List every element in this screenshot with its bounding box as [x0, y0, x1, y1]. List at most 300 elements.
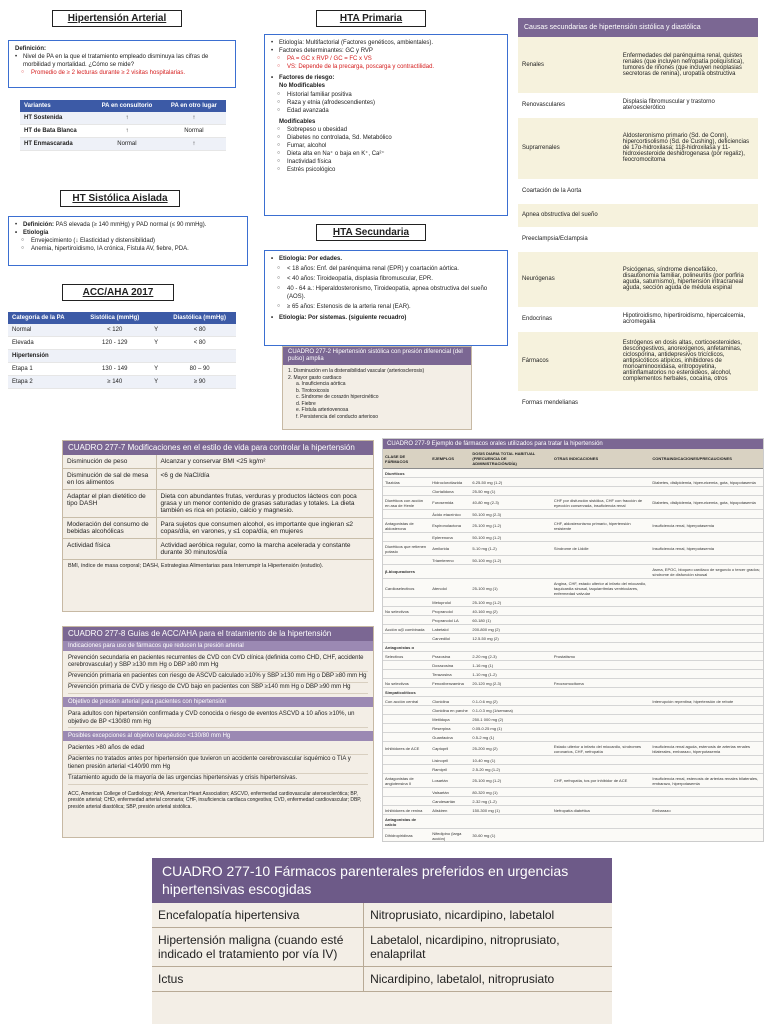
cuadro-277-9-cell: 10-40 mg (1) — [470, 756, 551, 765]
acc-cell: 130 - 149 — [81, 363, 149, 376]
cuadro-277-9-cell: 2-32 mg (1-2) — [470, 797, 551, 806]
cuadro-277-9-row — [383, 496, 763, 510]
cuadro-277-9-cell — [552, 565, 650, 579]
cuadro-277-2-item: 1. Disminución en la distensibilidad vascular (arteriosclerosis) — [288, 368, 425, 375]
primaria-mod-item: ○ Dieta alta en Na⁺ o baja en K⁺, Ca²⁺ — [271, 150, 501, 158]
cuadro-277-2-item: e. Fístula arteriovenosa — [296, 407, 349, 414]
cuadro-277-9-cell: Terazosina — [430, 670, 470, 679]
secundaria-etio2: • Etiología: Por sistemas. (siguiente recuadro) — [271, 314, 501, 322]
cuadro-277-7-row — [63, 455, 373, 469]
cuadro-277-9-row — [383, 533, 763, 542]
cuadro-277-9-cell — [383, 510, 430, 519]
causas-detail — [619, 227, 758, 251]
cuadro-277-9-cell: Diabetes, dislipidemia, hiperuricemia, gota, hipopotasemia — [650, 496, 763, 510]
cuadro-277-10-condition: Hipertensión maligna (cuando esté indicado el tratamiento por vía IV) — [152, 928, 364, 967]
cuadro-277-9-header-cell: OTRAS INDICACIONES — [552, 449, 650, 469]
cuadro-277-9-cell — [470, 688, 551, 697]
cuadro-277-9-cell: 80-320 mg (1) — [470, 788, 551, 797]
cuadro-277-9-row — [383, 478, 763, 487]
cuadro-277-9-cell: Antagonistas de angiotensina II — [383, 774, 430, 788]
cuadro-277-9-cell: Insuficiencia renal aguda, estenosis de arterias renales bilaterales, embarazo, hiperpotasemia — [650, 742, 763, 756]
cuadro-277-9-cell — [552, 815, 650, 829]
cuadro-277-9-cell — [383, 556, 430, 565]
cuadro-277-9-cell — [470, 565, 551, 579]
hta-def-label: Definición: — [15, 46, 46, 52]
cuadro-277-9-row — [383, 487, 763, 496]
cuadro-277-9-cell: Hidroclorotiazida — [430, 478, 470, 487]
primaria-vs-formula: ○ VS: Depende de la precarga, poscarga y contractilidad. — [271, 63, 501, 71]
cuadro-277-9-cell: Antagonistas de aldosterona — [383, 519, 430, 533]
cuadro-277-9-cell: Insuficiencia renal, hiperpotasemia — [650, 519, 763, 533]
cuadro-277-9-cell — [383, 598, 430, 607]
cuadro-277-9-cell: 25-200 mg (2) — [470, 742, 551, 756]
cuadro-277-2-item: 2. Mayor gasto cardiaco — [288, 374, 342, 381]
acc-cell: Y — [149, 376, 163, 389]
cuadro-277-9-cell: Diuréticos — [383, 469, 430, 478]
cuadro-277-8-item: Pacientes no tratados antes por hipertensión que tuvieron un accidente cerebrovascular isquémico o TIA y tienen presión arterial <140/90 mm Hg — [68, 755, 368, 774]
cuadro-277-9-cell — [552, 697, 650, 706]
cuadro-277-9-cell — [650, 579, 763, 598]
causas-row — [518, 307, 758, 331]
cuadro-277-9-cell — [650, 688, 763, 697]
cuadro-277-8-item: Prevención primaria de CVD y riesgo de CVD bajo en pacientes con SBP ≥140 mm Hg o DBP ≥90 mm Hg — [68, 683, 368, 694]
cuadro-277-9-cell — [430, 688, 470, 697]
cuadro-277-9-cell — [383, 670, 430, 679]
variants-cell: Normal — [92, 138, 162, 151]
causas-detail: Aldosteronismo primario (Sd. de Conn), hipercortisolismo (Sd. de Cushing), deficiencias de 17α-hidroxilasa; 11β-hidroxilasa y 11-hidroxiesteroide deshidrogenasa (por regaliz), feocromocitoma — [619, 117, 758, 179]
cuadro-277-9-cell — [552, 724, 650, 733]
cuadro-277-9-cell: 25-50 mg (1) — [470, 487, 551, 496]
cuadro-277-9-cell: Clonidina en parche — [430, 706, 470, 715]
cuadro-277-9-row — [383, 565, 763, 579]
cuadro-277-9-cell — [552, 556, 650, 565]
cuadro-277-9-header-cell: DOSIS DIARIA TOTAL HABITUAL (FRECUENCIA DE ADMINISTRACIÓN/DÍA) — [470, 449, 551, 469]
cuadro-277-7-recommendation: Alcanzar y conservar BMI <25 kg/m² — [156, 455, 373, 469]
cuadro-277-7-row — [63, 489, 373, 517]
cuadro-277-9-row — [383, 556, 763, 565]
hta-title: Hipertensión Arterial — [52, 10, 182, 27]
cuadro-277-9-row — [383, 634, 763, 643]
cuadro-277-9-cell: Valsartán — [430, 788, 470, 797]
acc-cell: Normal — [8, 324, 81, 337]
cuadro-277-9-cell — [383, 706, 430, 715]
cuadro-277-9-cell: Guanfacina — [430, 733, 470, 742]
cuadro-277-10-row — [152, 928, 612, 967]
cuadro-277-9-cell — [650, 756, 763, 765]
variants-cell: HT de Bata Blanca — [20, 125, 92, 138]
cuadro-277-9-cell — [552, 625, 650, 634]
primaria-riesgo-label: • Factores de riesgo: — [271, 74, 501, 82]
cuadro-277-9-cell: Clortalidona — [430, 487, 470, 496]
hsa-etio-item: ○ Anemia, hipertiroidismo, IA crónica, Fístula AV, fiebre, PDA. — [15, 245, 241, 253]
variants-cell: Normal — [162, 125, 226, 138]
cuadro-277-9-cell: Propranolol LA — [430, 616, 470, 625]
acc-cell: ≥ 140 — [81, 376, 149, 389]
cuadro-277-9-cell: Furosemida — [430, 496, 470, 510]
cuadro-277-9-cell: 200-800 mg (2) — [470, 625, 551, 634]
secundaria-item: ○ 40 - 64 a.: Hiperaldosteronismo, Tiroideopatía, apnea obstructiva del sueño (AOS). — [271, 285, 501, 301]
cuadro-277-9-cell — [470, 815, 551, 829]
cuadro-277-9-cell — [430, 815, 470, 829]
cuadro-277-9-cell — [383, 661, 430, 670]
cuadro-277-9-cell: 1-10 mg (1-2) — [470, 670, 551, 679]
cuadro-277-7-recommendation: <6 g de NaCl/día — [156, 468, 373, 489]
cuadro-277-9-cell — [383, 733, 430, 742]
cuadro-277-9-cell — [650, 733, 763, 742]
causas-category: Suprarrenales — [518, 117, 619, 179]
cuadro-277-9-cell: Ácido etacrínico — [430, 510, 470, 519]
cuadro-277-9-row — [383, 652, 763, 661]
primaria-mod-item: ○ Sobrepeso u obesidad — [271, 126, 501, 134]
acc-cell — [149, 350, 163, 363]
cuadro-277-9-row — [383, 643, 763, 652]
cuadro-277-9-row — [383, 806, 763, 815]
acc-cell: Y — [149, 337, 163, 350]
primaria-determinantes: • Factores determinantes: GC y RVP — [271, 47, 501, 55]
secundaria-item: ○ < 40 años: Tiroideopatía, displasia fibromuscular, EPR. — [271, 275, 501, 283]
acc-row — [8, 376, 236, 389]
cuadro-277-7-recommendation: Dieta con abundantes frutas, verduras y productos lácteos con poca grasa y un menor contenido de grasas saturadas y totales. La dieta también es rica en potasio, calcio y magnesio. — [156, 489, 373, 517]
cuadro-277-9-row — [383, 742, 763, 756]
cuadro-277-9-cell — [430, 565, 470, 579]
primaria-pa-formula: ○ PA = GC x RVP / GC = FC x VS — [271, 55, 501, 63]
cuadro-277-9-cell: Diuréticos con acción en asa de Henle — [383, 496, 430, 510]
cuadro-277-9-cell — [650, 598, 763, 607]
acc-row — [8, 350, 236, 363]
cuadro-277-10-drugs: Labetalol, nicardipino, nitroprusiato, enalaprilat — [364, 928, 612, 967]
cuadro-277-9-cell: 2-20 mg (2-3) — [470, 652, 551, 661]
cuadro-277-9-cell — [552, 797, 650, 806]
secundaria-title: HTA Secundaria — [316, 224, 426, 241]
cuadro-277-9-row — [383, 607, 763, 616]
hta-variants-table — [20, 100, 226, 151]
cuadro-277-9-cell: Antagonistas α — [383, 643, 430, 652]
cuadro-277-9-cell: 20-120 mg (2-3) — [470, 679, 551, 688]
causas-row — [518, 93, 758, 117]
cuadro-277-8-item: Prevención secundaria en pacientes recurrentes de CVD con CVD clínica (definida como CHD, CHF, accidente cerebrovascular) y SBP ≥130 mm Hg o DBP ≥80 mm Hg — [68, 654, 368, 673]
cuadro-277-9-title: CUADRO 277-9 Ejemplo de fármacos orales utilizados para tratar la hipertensión — [383, 439, 763, 449]
cuadro-277-9-cell: 30-60 mg (1) — [470, 829, 551, 843]
cuadro-277-7-row — [63, 517, 373, 538]
cuadro-277-9-cell — [383, 724, 430, 733]
cuadro-277-9-cell — [383, 797, 430, 806]
cuadro-277-7-measure: Disminución de peso — [63, 455, 156, 469]
cuadro-277-9-cell: 25-100 mg (1-2) — [470, 519, 551, 533]
cuadro-277-10-condition: Encefalopatía hipertensiva — [152, 903, 364, 928]
cuadro-277-2 — [282, 346, 472, 430]
cuadro-277-9-row — [383, 697, 763, 706]
cuadro-277-9-cell: 25-100 mg (1-2) — [470, 598, 551, 607]
variants-cell: ↑ — [162, 138, 226, 151]
cuadro-277-10-row — [152, 903, 612, 928]
causas-detail: Hipotiroidismo, hipertiroidismo, hipercalcemia, acromegalia — [619, 307, 758, 331]
cuadro-277-7-row — [63, 538, 373, 559]
cuadro-277-9-cell: Captopril — [430, 742, 470, 756]
cuadro-277-9-row — [383, 598, 763, 607]
cuadro-277-9-cell: 150-300 mg (1) — [470, 806, 551, 815]
cuadro-277-9-cell — [650, 652, 763, 661]
causas-title: Causas secundarias de hipertensión sistólica y diastólica — [518, 18, 758, 37]
hsa-box — [8, 216, 248, 266]
cuadro-277-9-cell — [650, 706, 763, 715]
cuadro-277-9-cell — [552, 706, 650, 715]
cuadro-277-9-row — [383, 724, 763, 733]
cuadro-277-9-cell — [650, 643, 763, 652]
cuadro-277-9-cell: 12.5-50 mg (2) — [470, 634, 551, 643]
cuadro-277-9-cell — [383, 756, 430, 765]
cuadro-277-9-row — [383, 542, 763, 556]
acc-cell: Etapa 2 — [8, 376, 81, 389]
primaria-box — [264, 34, 508, 216]
cuadro-277-9-cell: Clonidina — [430, 697, 470, 706]
cuadro-277-9-cell: Labetalol — [430, 625, 470, 634]
causas-category: Coartación de la Aorta — [518, 179, 619, 203]
cuadro-277-9-cell: 40-80 mg (2-3) — [470, 496, 551, 510]
cuadro-277-9-row — [383, 815, 763, 829]
causas-category: Neurógenas — [518, 251, 619, 307]
acc-cell: < 80 — [163, 337, 236, 350]
acc-cell — [163, 350, 236, 363]
cuadro-277-9-cell: 0.5-2 mg (1) — [470, 733, 551, 742]
acc-header-cell — [149, 312, 163, 324]
cuadro-277-9-row — [383, 661, 763, 670]
cuadro-277-9-row — [383, 765, 763, 774]
cuadro-277-8-item: Prevención primaria en pacientes con riesgo de ASCVD calculado ≥10% y SBP ≥130 mm Hg o DBP ≥80 mm Hg — [68, 672, 368, 683]
cuadro-277-9-cell: Reserpina — [430, 724, 470, 733]
cuadro-277-9-cell — [650, 797, 763, 806]
cuadro-277-9-row — [383, 774, 763, 788]
cuadro-277-9-cell: Selectivos — [383, 652, 430, 661]
cuadro-277-9-cell: No selectivos — [383, 607, 430, 616]
cuadro-277-9-cell: Dihidropiridinas — [383, 829, 430, 843]
cuadro-277-9-cell: Atenolol — [430, 579, 470, 598]
causas-category: Endocrinas — [518, 307, 619, 331]
hta-def-sub: ○ Promedio de ≥ 2 lecturas durante ≥ 2 visitas hospitalarias. — [15, 69, 229, 77]
cuadro-277-9-cell — [552, 634, 650, 643]
cuadro-277-9-cell: Losartán — [430, 774, 470, 788]
primaria-mod-label: Modificables — [279, 118, 316, 125]
cuadro-277-9-cell — [650, 607, 763, 616]
cuadro-277-9-cell: Diabetes, dislipidemia, hiperuricemia, gota, hipopotasemia — [650, 478, 763, 487]
cuadro-277-9-cell — [430, 469, 470, 478]
cuadro-277-9-row — [383, 797, 763, 806]
causas-row — [518, 227, 758, 251]
cuadro-277-9-cell — [552, 487, 650, 496]
cuadro-277-7-title: CUADRO 277-7 Modificaciones en el estilo de vida para controlar la hipertensión — [63, 441, 373, 455]
cuadro-277-7 — [62, 440, 374, 612]
causas-row — [518, 37, 758, 93]
acc-row — [8, 324, 236, 337]
cuadro-277-9-cell: Nifedipino (larga acción) — [430, 829, 470, 843]
cuadro-277-9-cell: Feocromocitoma — [552, 679, 650, 688]
cuadro-277-10 — [152, 858, 612, 1024]
cuadro-277-9-cell: Síndrome de Liddle — [552, 542, 650, 556]
cuadro-277-9-cell — [383, 765, 430, 774]
cuadro-277-9-cell — [430, 643, 470, 652]
primaria-etiologia: • Etiología: Multifactorial (Factores genéticos, ambientales). — [271, 39, 501, 47]
secundaria-item: ○ < 18 años: Enf. del parénquima renal (EPR) y coartación aórtica. — [271, 265, 501, 273]
variants-row — [20, 112, 226, 125]
cuadro-277-9-row — [383, 688, 763, 697]
secundaria-box — [264, 250, 508, 346]
acc-table — [8, 312, 236, 389]
cuadro-277-7-recommendation: Actividad aeróbica regular, como la marcha acelerada y constante durante 30 minutos/día — [156, 538, 373, 559]
cuadro-277-9-cell: 50-100 mg (1-2) — [470, 556, 551, 565]
cuadro-277-9-row — [383, 829, 763, 843]
cuadro-277-9-cell: Triamtereno — [430, 556, 470, 565]
primaria-nomod-item: ○ Raza y etnia (afrodescendientes) — [271, 99, 501, 107]
hta-def-text: • Nivel de PA en la que el tratamiento empleado disminuya las cifras de morbilidad y mortalidad. ¿Cómo se mide? — [15, 53, 229, 69]
cuadro-277-9-cell: Asma, EPOC, bloqueo cardiaco de segundo o tercer grados; síndrome de disfunción sinusal — [650, 565, 763, 579]
cuadro-277-9-row — [383, 788, 763, 797]
cuadro-277-7-measure: Moderación del consumo de bebidas alcohólicas — [63, 517, 156, 538]
variants-cell: ↑ — [162, 112, 226, 125]
cuadro-277-9-cell: Espironolactona — [430, 519, 470, 533]
cuadro-277-9-cell — [552, 688, 650, 697]
acc-header-cell: Categoría de la PA — [8, 312, 81, 324]
secundaria-etio: • Etiología: Por edades. — [271, 255, 501, 263]
hsa-etio-item: ○ Envejecimiento (↓ Elasticidad y distensibilidad) — [15, 237, 241, 245]
acc-header-cell: Sistólica (mmHg) — [81, 312, 149, 324]
variants-cell: ↑ — [92, 125, 162, 138]
causas-row — [518, 251, 758, 307]
cuadro-277-9-cell: Metoprolol — [430, 598, 470, 607]
cuadro-277-9-cell: Inhibidores de ACE — [383, 742, 430, 756]
cuadro-277-9-cell — [470, 643, 551, 652]
acc-header-cell: Diastólica (mmHg) — [163, 312, 236, 324]
primaria-mod-item: ○ Inactividad física — [271, 158, 501, 166]
causas-detail: Displasia fibromuscular y trastorno ateroesclerótico — [619, 93, 758, 117]
cuadro-277-9-cell — [552, 788, 650, 797]
cuadro-277-9-cell: 60-180 (1) — [470, 616, 551, 625]
primaria-nomod-item: ○ Historial familiar positiva — [271, 91, 501, 99]
cuadro-277-8-item: Para adultos con hipertensión confirmada y CVD conocida o riesgo de eventos ASCVD a 10 años ≥10%, un objetivo de BP <130/80 mm Hg — [68, 710, 368, 729]
causas-panel — [518, 18, 758, 428]
causas-category: Preeclampsia/Eclampsia — [518, 227, 619, 251]
cuadro-277-8-item: Tratamiento agudo de la mayoría de las urgencias hipertensivas y crisis hipertensivas. — [68, 774, 368, 785]
cuadro-277-9-cell — [650, 487, 763, 496]
causas-detail — [619, 391, 758, 415]
cuadro-277-9-cell: Fenoxibenzamina — [430, 679, 470, 688]
cuadro-277-9-row — [383, 625, 763, 634]
cuadro-277-9-cell: Simpaticolíticos — [383, 688, 430, 697]
cuadro-277-9-cell — [552, 607, 650, 616]
causas-row — [518, 117, 758, 179]
secundaria-item: ○ ≥ 65 años: Estenosis de la arteria renal (EAR). — [271, 303, 501, 311]
cuadro-277-9-cell — [552, 661, 650, 670]
cuadro-277-9-cell: 50-100 mg (2-3) — [470, 510, 551, 519]
cuadro-277-9-cell — [650, 556, 763, 565]
cuadro-277-9-cell: Doxazosina — [430, 661, 470, 670]
causas-category: Renales — [518, 37, 619, 93]
acc-cell: Hipertensión — [8, 350, 81, 363]
cuadro-277-9-row — [383, 679, 763, 688]
causas-category: Formas mendelianas — [518, 391, 619, 415]
cuadro-277-8 — [62, 626, 374, 838]
cuadro-277-9-cell: Antagonistas de calcio — [383, 815, 430, 829]
causas-detail: Psicógenas, síndrome diencefálico, disautonomía familiar, polineuritis (por porfiria aguda, saturnismo), hipertensión intracraneal aguda, sección aguda de médula espinal — [619, 251, 758, 307]
cuadro-277-9-cell — [552, 643, 650, 652]
cuadro-277-9-cell — [650, 715, 763, 724]
cuadro-277-9-cell: 50-100 mg (1-2) — [470, 533, 551, 542]
causas-category: Fármacos — [518, 331, 619, 391]
cuadro-277-9-cell — [552, 598, 650, 607]
cuadro-277-9-cell: Carvedilol — [430, 634, 470, 643]
primaria-mod-item: ○ Diabetes no controlada, Sd. Metabólico — [271, 134, 501, 142]
causas-detail — [619, 203, 758, 227]
primaria-mod-item: ○ Estrés psicológico — [271, 166, 501, 174]
cuadro-277-9-row — [383, 616, 763, 625]
variants-cell: HT Enmascarada — [20, 138, 92, 151]
cuadro-277-9-cell: CHF, aldosteronismo primario, hipertensión resistente — [552, 519, 650, 533]
cuadro-277-2-item: f. Persistencia del conducto arterioso — [296, 413, 378, 420]
cuadro-277-9-cell — [470, 469, 551, 478]
acc-cell: Y — [149, 324, 163, 337]
cuadro-277-9-cell — [552, 829, 650, 843]
causas-row — [518, 391, 758, 415]
hsa-etio-label: • Etiología — [15, 229, 241, 237]
cuadro-277-9-cell — [552, 715, 650, 724]
acc-row — [8, 363, 236, 376]
cuadro-277-2-item: b. Tirotoxicosis — [296, 387, 330, 394]
acc-title: ACC/AHA 2017 — [62, 284, 174, 301]
primaria-nomod-item: ○ Edad avanzada — [271, 107, 501, 115]
cuadro-277-9-cell — [383, 533, 430, 542]
cuadro-277-9-cell — [650, 670, 763, 679]
cuadro-277-10-title: CUADRO 277-10 Fármacos parenterales preferidos en urgencias hipertensivas escogidas — [152, 858, 612, 903]
cuadro-277-9-cell: Diuréticos que retienen potasio — [383, 542, 430, 556]
cuadro-277-9-cell: Interrupción repentina; hipertensión de rebote — [650, 697, 763, 706]
primaria-nomod-label: No Modificables — [279, 83, 326, 90]
acc-cell: < 80 — [163, 324, 236, 337]
cuadro-277-2-item: a. Insuficiencia aórtica — [296, 381, 346, 388]
cuadro-277-10-condition: Ictus — [152, 967, 364, 992]
cuadro-277-9-cell: Angina, CHF, estado ulterior al infarto del miocardio, taquicardia sinusal, taquiarritmias ventriculares, enfermedad valvular — [552, 579, 650, 598]
cuadro-277-9-cell — [552, 765, 650, 774]
cuadro-277-9-cell — [552, 533, 650, 542]
cuadro-277-9-cell — [650, 829, 763, 843]
cuadro-277-9-cell: 5-10 mg (1-2) — [470, 542, 551, 556]
cuadro-277-9-cell — [383, 788, 430, 797]
cuadro-277-9-cell — [650, 765, 763, 774]
cuadro-277-9-cell: 25-100 mg (1) — [470, 579, 551, 598]
hsa-def-text: PAS elevada (≥ 140 mmHg) y PAD normal (≤ 90 mmHg). — [55, 222, 207, 228]
cuadro-277-9-cell — [650, 625, 763, 634]
cuadro-277-9-cell: Nefropatía diabética — [552, 806, 650, 815]
cuadro-277-9-cell — [552, 756, 650, 765]
cuadro-277-9-cell: Amilorida — [430, 542, 470, 556]
causas-row — [518, 331, 758, 391]
acc-cell: Elevada — [8, 337, 81, 350]
cuadro-277-9-cell: Metildopa — [430, 715, 470, 724]
cuadro-277-7-footnote: BMI, índice de masa corporal; DASH, Estrategias Alimentarias para Interrumpir la Hipertensión (estudio). — [68, 562, 324, 569]
cuadro-277-9-cell: Prazosina — [430, 652, 470, 661]
cuadro-277-9-cell — [552, 469, 650, 478]
cuadro-277-7-recommendation: Para sujetos que consumen alcohol, es importante que ingieran ≤2 copas/día, en varones, y ≤1 copa/día, en mujeres — [156, 517, 373, 538]
cuadro-277-9-cell: 2.5-20 mg (1-2) — [470, 765, 551, 774]
hsa-title: HT Sistólica Aislada — [60, 190, 180, 207]
cuadro-277-9 — [382, 438, 764, 842]
cuadro-277-9-cell: CHF, nefropatía, tos por inhibidor de ACE — [552, 774, 650, 788]
acc-cell: < 120 — [81, 324, 149, 337]
cuadro-277-9-header-cell: EJEMPLOS — [430, 449, 470, 469]
causas-detail: Estrógenos en dosis altas, corticoesteroides, descongestivos, anorexígenos, anfetaminas, ciclosporina, antidepresivos tricíclicos, antipsicóticos atípicos, inhibidores de monoaminooxidasa, eritropoyetina, antiinflamatorios no esteroideos, alcohol, complementos herbales, cocaína, otros — [619, 331, 758, 391]
cuadro-277-9-cell: Inhibidores de renina — [383, 806, 430, 815]
cuadro-277-9-cell — [383, 616, 430, 625]
cuadro-277-9-cell: 25-100 mg (1-2) — [470, 774, 551, 788]
cuadro-277-9-cell — [650, 661, 763, 670]
cuadro-277-9-cell: 40-160 mg (2) — [470, 607, 551, 616]
